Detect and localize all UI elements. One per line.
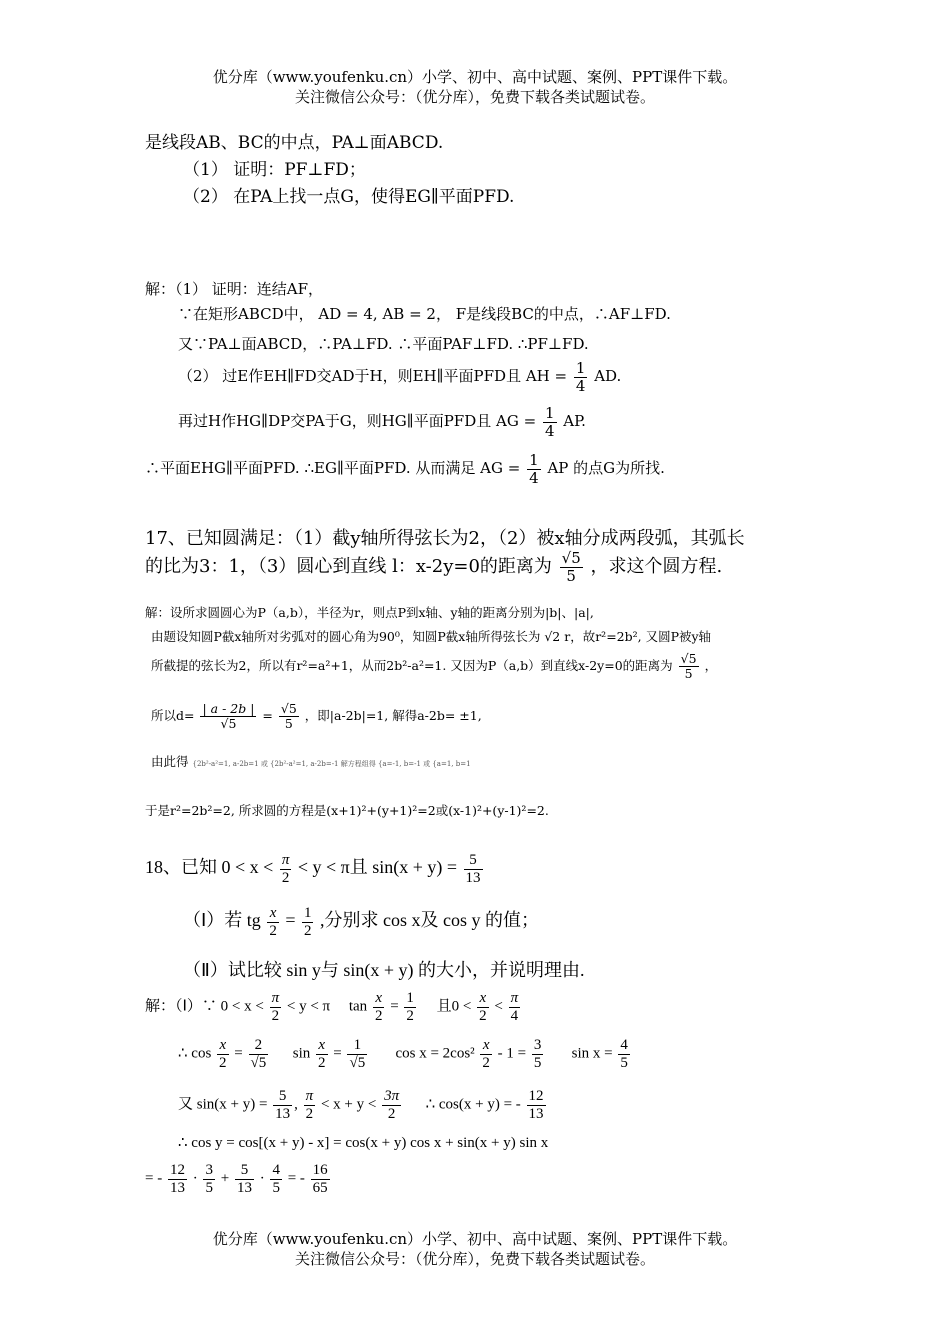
footer-line-1: 优分库（www.youfenku.cn）小学、初中、高中试题、案例、PPT课件下载。 bbox=[212, 1230, 738, 1248]
p17-solution-2: 由题设知圆P截x轴所对劣弧对的圆心角为90⁰，知圆P截x轴所得弦长为 √2 r，故r²=2b², 又圆P被y轴 bbox=[151, 629, 712, 644]
p16-solution-d-tail: AD. bbox=[594, 367, 622, 385]
fraction-5-over-13: $\frac{5}{13}$ bbox=[236, 1162, 252, 1196]
fraction-x-over-2: $\frac{x}{2}$ bbox=[219, 1037, 227, 1071]
fraction-sqrt5-over-5: $\frac{√5}{5}$ bbox=[680, 651, 697, 681]
p16-solution-c: 又∵PA⊥面ABCD，∴PA⊥FD. ∴平面PAF⊥FD. ∴PF⊥FD. bbox=[178, 335, 589, 353]
p16-solution-e-tail: AP. bbox=[563, 412, 586, 430]
p18-solution-1: 解：（Ⅰ）∵ 0 < x < $\frac{\pi}{2}$ < y < π tan $\frac{x}{2}$ = $\frac{1}{2}$ 且0 < $\frac{x}{2}$ < $\frac{\pi}{4}$ bbox=[145, 990, 519, 1024]
p16-solution-d bbox=[178, 360, 621, 394]
fraction-sqrt5-over-5: $\frac{√5}{5}$ bbox=[561, 549, 581, 585]
p18-question-1: （Ⅰ）若 tg $\frac{x}{2}$ = $\frac{1}{2}$ ,分别求 cos x及 cos y 的值； bbox=[183, 905, 539, 939]
p17-title-text: 的比为3：1，（3）圆心到直线 l：x-2y=0的距离为 bbox=[145, 556, 552, 577]
fraction-distance: $\frac{| a - 2b |}{√5}$ bbox=[202, 701, 255, 731]
fraction-x-over-2: $\frac{x}{2}$ bbox=[269, 905, 277, 939]
p18-solution-2: ∴ cos $\frac{x}{2}$ = $\frac{2}{√5}$ sin $\frac{x}{2}$ = $\frac{1}{√5}$ cos x = 2cos² $\frac{x}{2}$ - 1 = $\frac{3}{5}$ sin x = $\frac{4}{5}$ bbox=[178, 1037, 628, 1071]
fraction-2-over-sqrt5: $\frac{2}{√5}$ bbox=[250, 1037, 267, 1071]
p18-solution-5: = - $\frac{12}{13}$ · $\frac{3}{5}$ + $\frac{5}{13}$ · $\frac{4}{5}$ = - $\frac{16}{65}$ bbox=[145, 1162, 328, 1196]
p17-title-tail: ，求这个圆方程. bbox=[590, 556, 723, 577]
p16-solution-a: 解：（1） 证明：连结AF， bbox=[145, 280, 324, 298]
fraction-16-over-65: $\frac{16}{65}$ bbox=[312, 1162, 328, 1196]
fraction-pi-over-4: $\frac{\pi}{4}$ bbox=[510, 990, 519, 1024]
p18-question-2: （Ⅱ）试比较 sin y与 sin(x + y) 的大小，并说明理由. bbox=[183, 960, 585, 980]
p17-solution-3: 所截提的弦长为2，所以有r²=a²+1，从而2b²-a²=1. 又因为P（a,b）到直线x-2y=0的距离为 $\frac{√5}{5}$ ， bbox=[151, 651, 718, 681]
p16-question-2: （2） 在PA上找一点G，使得EG∥平面PFD. bbox=[183, 187, 515, 207]
p16-intro: 是线段AB、BC的中点，PA⊥面ABCD. bbox=[145, 133, 444, 153]
p18-solution-3: 又 sin(x + y) = $\frac{5}{13}$ , $\frac{\pi}{2}$ < x + y < $\frac{3\pi}{2}$ ∴ cos(x + y) = - $\frac{12}{13}$ bbox=[178, 1088, 544, 1122]
p17-solution-1: 解：设所求圆圆心为P（a,b），半径为r，则点P到x轴、y轴的距离分别为|b|、|a|, bbox=[145, 605, 594, 620]
fraction-x-over-2: $\frac{x}{2}$ bbox=[479, 990, 487, 1024]
fraction-5-over-13: $\frac{5}{13}$ bbox=[275, 1088, 291, 1122]
p16-solution-e bbox=[178, 405, 586, 439]
fraction-1-over-2: $\frac{1}{2}$ bbox=[406, 990, 414, 1024]
p18-solution-4: ∴ cos y = cos[(x + y) - x] = cos(x + y) cos x + sin(x + y) sin x bbox=[178, 1135, 549, 1151]
fraction-5-over-13: $\frac{5}{13}$ bbox=[465, 852, 481, 886]
fraction-pi-over-2: $\frac{\pi}{2}$ bbox=[305, 1088, 314, 1122]
fraction-pi-over-2: $\frac{\pi}{2}$ bbox=[271, 990, 280, 1024]
p17-solution-6: 于是r²=2b²=2, 所求圆的方程是(x+1)²+(y+1)²=2或(x-1)²+(y-1)²=2. bbox=[145, 803, 549, 818]
fraction-sqrt5-over-5: $\frac{√5}{5}$ bbox=[280, 701, 297, 731]
fraction-4-over-5: $\frac{4}{5}$ bbox=[620, 1037, 628, 1071]
p17-title-line-2 bbox=[145, 550, 722, 584]
p16-solution-b: ∵在矩形ABCD中， AD = 4, AB = 2， F是线段BC的中点，∴AF⊥FD. bbox=[178, 305, 671, 323]
header-line-1: 优分库（www.youfenku.cn）小学、初中、高中试题、案例、PPT课件下载。 bbox=[212, 68, 738, 86]
fraction-x-over-2: $\frac{x}{2}$ bbox=[482, 1037, 490, 1071]
p16-question-1: （1） 证明：PF⊥FD； bbox=[183, 160, 366, 180]
p17-title-line-1: 17、已知圆满足：（1）截y轴所得弦长为2，（2）被x轴分成两段弧，其弧长 bbox=[145, 528, 745, 549]
fraction-3pi-over-2: $\frac{3\pi}{2}$ bbox=[384, 1088, 400, 1122]
fraction-one-quarter: $\frac{1}{4}$ bbox=[529, 451, 539, 487]
p16-solution-f-text: ∴平面EHG∥平面PFD. ∴EG∥平面PFD. 从而满足 AG = bbox=[145, 459, 521, 477]
fraction-12-over-13: $\frac{12}{13}$ bbox=[169, 1162, 185, 1196]
header-line-2: 关注微信公众号：（优分库），免费下载各类试题试卷。 bbox=[294, 88, 655, 106]
p17-solution-5: 由此得 {2b²-a²=1, a-2b=1 或 {2b²-a²=1, a-2b=-1 解方程组得 {a=-1, b=-1 或 {a=1, b=1 bbox=[151, 754, 471, 769]
p16-solution-d-text: （2） 过E作EH∥FD交AD于H，则EH∥平面PFD且 AH = bbox=[178, 367, 568, 385]
fraction-4-over-5: $\frac{4}{5}$ bbox=[272, 1162, 280, 1196]
p16-solution-f-tail: AP 的点G为所找. bbox=[547, 459, 665, 477]
sqrt-two: √2 bbox=[544, 629, 561, 644]
fraction-x-over-2: $\frac{x}{2}$ bbox=[374, 990, 383, 1024]
p16-solution-f bbox=[145, 452, 665, 486]
p16-solution-e-text: 再过H作HG∥DP交PA于G，则HG∥平面PFD且 AG = bbox=[178, 412, 537, 430]
fraction-one-quarter: $\frac{1}{4}$ bbox=[575, 359, 586, 395]
fraction-pi-over-2: $\frac{\pi}{2}$ bbox=[281, 852, 290, 886]
fraction-1-over-sqrt5: $\frac{1}{√5}$ bbox=[349, 1037, 366, 1071]
fraction-x-over-2: $\frac{x}{2}$ bbox=[318, 1037, 326, 1071]
fraction-12-over-13: $\frac{12}{13}$ bbox=[528, 1088, 544, 1122]
fraction-3-over-5: $\frac{3}{5}$ bbox=[533, 1037, 542, 1071]
fraction-one-quarter: $\frac{1}{4}$ bbox=[544, 404, 555, 440]
p17-solution-4: 所以d= $\frac{| a - 2b |}{√5}$ = $\frac{√5}{5}$ ，即|a-2b|=1, 解得a-2b= ±1, bbox=[151, 701, 482, 731]
fraction-3-over-5: $\frac{3}{5}$ bbox=[205, 1162, 213, 1196]
p18-title: 18、已知 0 < x < $\frac{\pi}{2}$ < y < π且 sin(x + y) = $\frac{5}{13}$ bbox=[145, 852, 481, 886]
fraction-1-over-2: $\frac{1}{2}$ bbox=[303, 905, 312, 939]
footer-line-2: 关注微信公众号：（优分库），免费下载各类试题试卷。 bbox=[294, 1250, 655, 1268]
equation-system-small: {2b²-a²=1, a-2b=1 或 {2b²-a²=1, a-2b=-1 解方程组得 {a=-1, b=-1 或 {a=1, b=1 bbox=[192, 760, 471, 768]
